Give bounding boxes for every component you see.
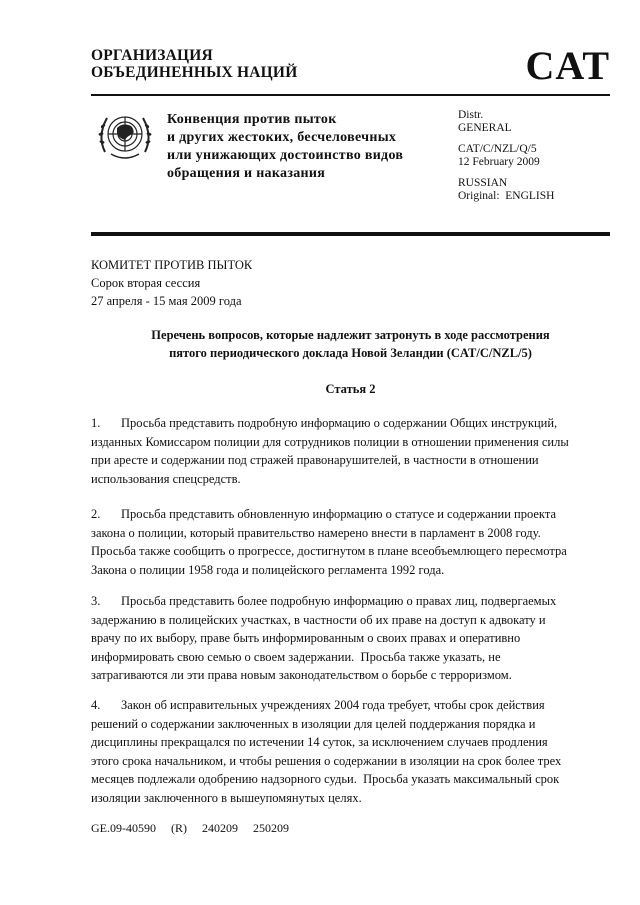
convention-line: или унижающих достоинство видов [167, 148, 404, 163]
paragraph-line: Просьба представить подробную информацию о содержании Общих инструкций, [121, 416, 558, 430]
paragraph-3 [91, 592, 610, 685]
paragraph-line: Просьба также сообщить о прогрессе, достигнутом в плане всеобъемлющего пересмотра [91, 544, 567, 558]
organization-name [91, 47, 297, 81]
paragraph-number: 3. [91, 594, 101, 608]
paragraph-line: изоляции заключенного в вышеупомянутых целях. [91, 790, 362, 805]
paragraph-line: Закон об исправительных учреждениях 2004 года требует, чтобы срок действия [121, 698, 545, 712]
doc-date: 12 February 2009 [458, 155, 540, 168]
paragraph-2 [91, 505, 610, 579]
paragraph-line: Просьба представить обновленную информацию о статусе и содержании проекта [121, 507, 556, 521]
paragraph-line: затрагиваются ли эти права новым законодательством о борьбе с терроризмом. [91, 668, 512, 682]
org-line-1: ОРГАНИЗАЦИЯ [91, 47, 213, 64]
paragraph-line: Просьба представить более подробную информацию о правах лиц, подвергаемых [121, 594, 557, 608]
doc-language: RUSSIAN [458, 177, 508, 189]
paragraph-number: 2. [91, 507, 101, 521]
paragraph-line: при аресте и содержании под стражей правонарушителей, в частности в отношении [91, 453, 539, 467]
distr-value: GENERAL [458, 121, 512, 134]
session-dates: 27 апреля - 15 мая 2009 года [91, 294, 242, 308]
convention-line: Конвенция против пыток [167, 112, 337, 127]
document-metadata [458, 109, 554, 202]
session: Сорок вторая сессия [91, 276, 201, 290]
committee-block [91, 256, 252, 310]
paragraph-line: изданных Комиссаром полиции для сотрудников полиции в отношении применения силы [91, 434, 569, 449]
paragraph-number: 1. [91, 416, 101, 430]
org-line-2: ОБЪЕДИНЕННЫХ НАЦИЙ [91, 64, 298, 81]
paragraph-line: Закона о полиции 1958 года и полицейского регламента 1992 года. [91, 562, 445, 577]
committee-name: КОМИТЕТ ПРОТИВ ПЫТОК [91, 258, 253, 272]
header-rule-top [91, 94, 610, 96]
paragraph-line: врачу по их выбору, праве быть информированным о своих правах и оперативно [91, 631, 521, 645]
header-rule-bottom [91, 232, 610, 236]
title-line-2: пятого периодического доклада Новой Зеландии (CAT/C/NZL/5) [169, 346, 532, 360]
paragraph-line: закона о полиции, который правительство намерено внести в парламент в 2008 году. [91, 525, 541, 540]
paragraph-1 [91, 414, 610, 488]
paragraph-line: решений о содержании заключенных в изоляции для целей поддержания порядка и [91, 716, 536, 731]
doc-symbol: CAT/C/NZL/Q/5 [458, 143, 537, 155]
convention-title [167, 111, 403, 183]
paragraph-number: 4. [91, 698, 101, 712]
paragraph-line: использования спецсредств. [91, 471, 241, 486]
paragraph-line: дисциплины прекращался по истечении 14 суток, за исключением случаев продления [91, 735, 548, 749]
title-line-1: Перечень вопросов, которые надлежит затронуть в ходе рассмотрения [151, 328, 550, 342]
convention-line: и других жестоких, бесчеловечных [167, 130, 397, 145]
paragraph-4 [91, 696, 610, 807]
document-title [91, 326, 610, 362]
convention-line: обращения и наказания [167, 166, 326, 181]
doc-original-language: Original: ENGLISH [458, 189, 555, 202]
distr-label: Distr. [458, 109, 484, 121]
paragraph-line: задержанию в полицейских участках, в частности об их праве на доступ к адвокату и [91, 612, 546, 627]
paragraph-line: месяцев подлежали одобрению надзорного судьи. Просьба указать максимальный срок [91, 772, 560, 786]
un-emblem-icon [93, 108, 157, 164]
job-number-footer: GE.09-40590 (R) 240209 250209 [91, 821, 289, 835]
article-heading: Статья 2 [325, 382, 376, 396]
paragraph-line: информировать свою семью о своем задержании. Просьба также указать, не [91, 649, 501, 664]
paragraph-line: этого срока начальником, и чтобы решения о содержании в изоляции на срок более трех [91, 753, 562, 768]
doc-symbol-large: CAT [525, 43, 610, 88]
